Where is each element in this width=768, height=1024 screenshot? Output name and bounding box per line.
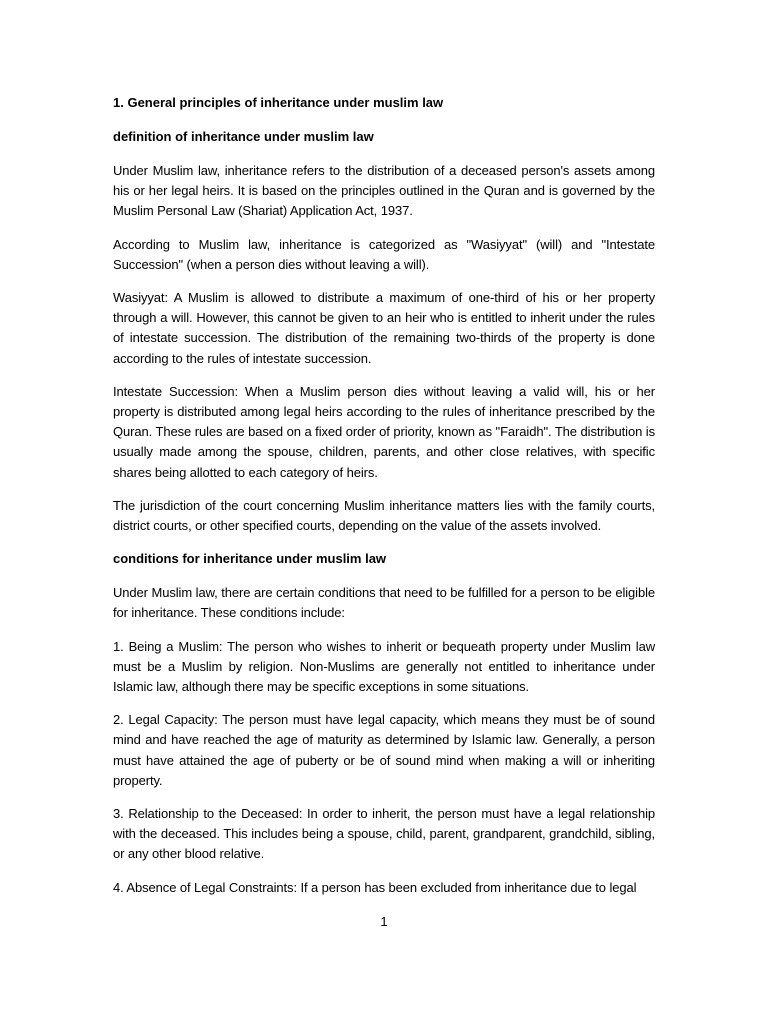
page-number: 1	[380, 914, 388, 929]
paragraph-wasiyyat: Wasiyyat: A Muslim is allowed to distribute a maximum of one-third of his or her property through a will. However, this cannot be given to an heir who is entitled to inherit under the rules of intestate succession. The distribution of the remaining two-thirds of the property is done according to the rules of intestate succession.	[113, 290, 655, 366]
paragraph-intestate: Intestate Succession: When a Muslim person dies without leaving a valid will, his or her property is distributed among legal heirs according to the rules of inheritance prescribed by the Quran. These rules are based on a fixed order of priority, known as "Faraidh". The distribution is usually made among the spouse, children, parents, and other close relatives, with specific shares being allotted to each category of heirs.	[113, 383, 655, 480]
condition-item-relationship: 3. Relationship to the Deceased: In order to inherit, the person must have a legal relationship with the deceased. This includes being a spouse, child, parent, grandparent, grandchild, sibling, or any other blood relative.	[113, 806, 655, 862]
document-body	[113, 93, 655, 911]
subheading-definition: definition of inheritance under muslim law	[113, 129, 374, 144]
paragraph-categories: According to Muslim law, inheritance is categorized as "Wasiyyat" (will) and "Intestate Succession" (when a person dies without leaving a will).	[113, 236, 655, 272]
paragraph-conditions-intro: Under Muslim law, there are certain conditions that need to be fulfilled for a person to be eligible for inheritance. These conditions include:	[113, 585, 655, 621]
paragraph-jurisdiction: The jurisdiction of the court concerning Muslim inheritance matters lies with the family courts, district courts, or other specified courts, depending on the value of the assets involved.	[113, 497, 655, 534]
subheading-conditions: conditions for inheritance under muslim law	[113, 551, 387, 567]
condition-item-muslim: 1. Being a Muslim: The person who wishes to inherit or bequeath property under Muslim law must be a Muslim by religion. Non-Muslims are generally not entitled to inheritance under Islamic law, although there may be specific exceptions in some situations.	[113, 638, 655, 695]
condition-item-legal-capacity: 2. Legal Capacity: The person must have legal capacity, which means they must be of sound mind and have reached the age of maturity as determined by Islamic law. Generally, a person must have attained the age of puberty or be of sound mind when making a will or inheriting property.	[113, 712, 655, 788]
paragraph-definition: Under Muslim law, inheritance refers to the distribution of a deceased person's assets among his or her legal heirs. It is based on the principles outlined in the Quran and is governed by the Muslim Personal Law (Shariat) Application Act, 1937.	[113, 163, 655, 219]
section-heading: 1. General principles of inheritance under muslim law	[113, 95, 444, 110]
condition-item-legal-constraints: 4. Absence of Legal Constraints: If a person has been excluded from inheritance due to legal	[113, 879, 637, 895]
